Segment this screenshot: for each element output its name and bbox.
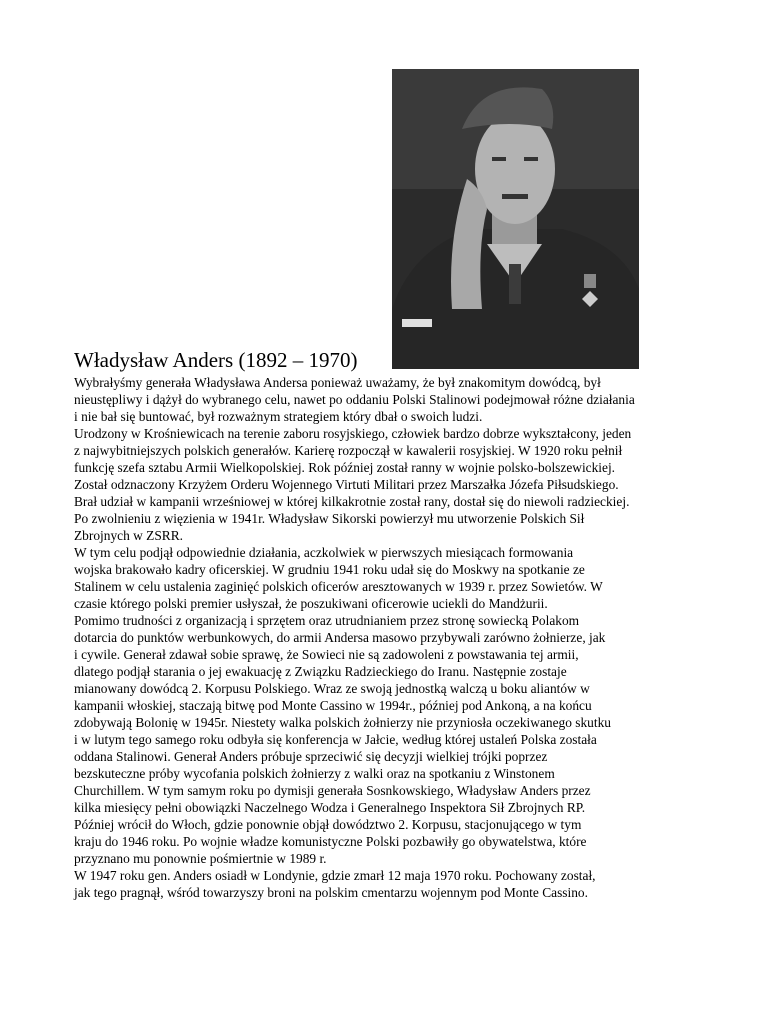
text-line: mianowany dowódcą 2. Korpusu Polskiego. Wraz ze swoją jednostką walczą u boku aliantów w [74, 681, 590, 696]
text-line: Został odznaczony Krzyżem Orderu Wojennego Virtuti Militari przez Marszałka Józefa Piłsudskiego. [74, 477, 619, 492]
text-line: i w lutym tego samego roku odbyła się konferencja w Jałcie, według której ustaleń Polska została [74, 732, 597, 747]
page-title: Władysław Anders (1892 – 1970) [74, 348, 358, 372]
text-line: bezskuteczne próby wycofania polskich żołnierzy z walki oraz na spotkaniu z Winstonem [74, 766, 555, 781]
text-line: Urodzony w Krośniewicach na terenie zaboru rosyjskiego, człowiek bardzo dobrze wykształcony, jeden [74, 426, 632, 441]
text-line: wojska brakowało kadry oficerskiej. W grudniu 1941 roku udał się do Moskwy na spotkanie ze [74, 562, 585, 577]
text-line: kampanii włoskiej, staczają bitwę pod Monte Cassino w 1994r., później pod Ankoną, a na końcu [74, 698, 592, 713]
text-line: Później wrócił do Włoch, gdzie ponownie objął dowództwo 2. Korpusu, stacjonującego w tym [74, 817, 582, 832]
text-line: zdobywają Bolonię w 1945r. Niestety walka polskich żołnierzy nie przyniosła oczekiwanego skutku [74, 715, 611, 730]
text-line: W tym celu podjął odpowiednie działania, aczkolwiek w pierwszych miesiącach formowania [74, 545, 574, 560]
text-line: kraju do 1946 roku. Po wojnie władze komunistyczne Polski pozbawiły go obywatelstwa, które [74, 834, 587, 849]
text-line: Zbrojnych w ZSRR. [74, 528, 183, 543]
text-line: i cywile. Generał zdawał sobie sprawę, że Sowieci nie są zadowoleni z powstawania tej armii, [74, 647, 579, 662]
portrait-photo [392, 69, 639, 369]
biography-text [74, 374, 758, 901]
text-line: Pomimo trudności z organizacją i sprzętem oraz utrudnianiem przez stronę sowiecką Polakom [74, 613, 580, 628]
text-line: Po zwolnieniu z więzienia w 1941r. Władysław Sikorski powierzył mu utworzenie Polskich Sił [74, 511, 585, 526]
text-line: dlatego podjął starania o jej ewakuację z Związku Radzieckiego do Iranu. Następnie zostaje [74, 664, 567, 679]
text-line: kilka miesięcy pełni obowiązki Naczelnego Wodza i Generalnego Inspektora Sił Zbrojnych RP. [74, 800, 586, 815]
text-line: W 1947 roku gen. Anders osiadł w Londynie, gdzie zmarł 12 maja 1970 roku. Pochowany został, [74, 868, 596, 883]
text-line: Stalinem w celu ustalenia zaginięć polskich oficerów aresztowanych w 1939 r. przez Sowietów. W [74, 579, 603, 594]
text-line: dotarcia do punktów werbunkowych, do armii Andersa masowo przybywali zarówno żołnierze, jak [74, 630, 606, 645]
text-line: funkcję szefa sztabu Armii Wielkopolskiej. Rok później został ranny w wojnie polsko-bolszewickiej. [74, 460, 616, 475]
text-line: oddana Stalinowi. Generał Anders próbuje sprzeciwić się decyzji wielkiej trójki poprzez [74, 749, 548, 764]
text-line: Wybrałyśmy generała Władysława Andersa ponieważ uważamy, że był znakomitym dowódcą, był [74, 375, 601, 390]
text-line: z najwybitniejszych polskich generałów. Karierę rozpoczął w kawalerii rosyjskiej. W 1920 roku pełnił [74, 443, 623, 458]
text-line: Churchillem. W tym samym roku po dymisji generała Sosnkowskiego, Władysław Anders przez [74, 783, 591, 798]
text-line: Brał udział w kampanii wrześniowej w której kilkakrotnie został rany, dostał się do niewoli radzieckiej. [74, 494, 630, 509]
text-line: nieustępliwy i dążył do wybranego celu, nawet po oddaniu Polski Stalinowi podejmował różne działania [74, 392, 635, 407]
text-line: czasie którego polski premier usłyszał, że poszukiwani oficerowie uciekli do Mandżurii. [74, 596, 548, 611]
text-line: przyznano mu ponownie pośmiertnie w 1989 r. [74, 851, 327, 866]
text-line: jak tego pragnął, wśród towarzyszy broni na polskim cmentarzu wojennym pod Monte Cassino. [74, 885, 588, 900]
text-line: i nie bał się buntować, był rozważnym strategiem który dbał o swoich ludzi. [74, 409, 483, 424]
